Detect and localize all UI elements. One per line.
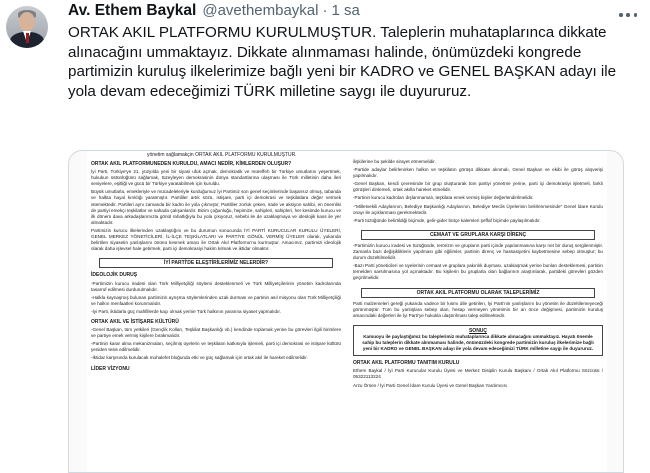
document-paragraph: ilişkilerine bu şekilde sirayet etmemelidir. — [353, 159, 436, 164]
document-paragraph: -Parti tüzüğünde belirtildiği biçimde, gelir-gider bütçe kalemleri şeffaf biçimde paylaşılmalıdır. — [353, 217, 541, 223]
document-paragraph: -Partimizin kurucu iradesi ve tüzüğünde, terörizm ve grupların parti içinde yapılanmasına karşı net bir duruş sergilenmiştir. Zamanla bazı değişikliklerin yapılması gibi eğilimler, partinin direnç ve hassasiyetini kaybetmesine sebep olmuştur; bu durum düzeltilmelidir. — [353, 242, 603, 261]
document-top-line: yönetim sağlamakçin ORTAK AKIL PLATFORMU KURULMUŞTUR. — [147, 152, 297, 158]
document-conclusion-title: SONUÇ — [468, 327, 488, 334]
tweet-media-image[interactable] — [68, 150, 624, 473]
document-left-column — [91, 157, 341, 372]
document-paragraph: -Partimizin kurucu iradesi olan Türk Milliyetçiliği söylemi desteklenmeli ve Türk Milliyetçilerinin yönetim kadrolarında tasarruf edilmesi durdurulmalıdır. — [91, 280, 341, 292]
document-conclusion-box — [353, 325, 603, 356]
tweet-text: ORTAK AKIL PLATFORMU KURULMUŞTUR. Taleplerin muhataplarınca dikkate alınacağını ummaktayız. Dikkate alınmaması halinde, önümüzdeki kongrede partimizin kuruluş ilkelerimize bağlı yeni bir KADRO ve GENEL BAŞKAN adayı ile yola devam edeceğimizi TÜRK milletine saygı ile duyururuz. — [68, 24, 617, 100]
document-section-box: CEMAAT VE GRUPLARA KARŞI DİRENÇ — [361, 230, 595, 240]
separator-dot: · — [322, 2, 328, 19]
document-paragraph: -Partide adaylar belirlenirken halkın ve teşkilatın görüşü dikkate alınmalı, Genel Başkan ve ekibi ile görüş alışverişi yapılmalıdır. — [353, 167, 603, 179]
document-heading: ORTAK AKIL VE İSTİŞARE KÜLTÜRÜ — [91, 318, 179, 325]
avatar[interactable] — [6, 6, 48, 48]
document-paragraph: -İyi Parti, iktidarla güç mahfillerde kaçı olmak yerine Türk halkının yararına siyaset yapmalıdır. — [91, 308, 281, 314]
document-right-column — [353, 157, 603, 389]
document-heading: İDEOLOJİK DURUŞ — [91, 272, 138, 279]
document-paragraph: Parti malzemeleri gereği yukarıda vadece bir kısmı dile getirilen, İyi Parti'nin yanlışlarını bu yönetim ile düzeltilemeyeceği görünmüştür. Tüm bu yanlışlara sebep olan, hesap vermeyen yönetimin bir an önce değişmesi, partimizin kuruluş amacındaki değerleri ile İyi Parti'ye hukukla ulaştırılması talep edilmektedir. — [353, 300, 603, 318]
document-paragraph: -Partinin karar alma mekanizmaları, seçilmiş üyelerin ve teşkilatın katkısıyla işlemeli, parti içi demokrasi ve istişare kültürü yeniden tesis edilmelidir. — [91, 341, 341, 353]
document-conclusion-text: Kamuoyu ile paylaştığımız bu taleplerimiz muhataplarınca dikkate alınacağını ummaktayız. Hayatı önemle sahip bu taleplerin dikkate alınmaması halinde, önümüzdeki kongrede partimizin kuruluş ilkelerimize bağlı yeni bir KADRO ve GENEL BAŞKAN adayı ile yola devam edeceğimizi TÜRK milletine saygı ile duyururuz. — [362, 333, 594, 352]
more-dot-icon — [619, 13, 623, 17]
document-paragraph: -Partinin kurucu kadroları dışlanmamalı, teşkilata emek vermiş kişiler değerlendirilmelidir. — [353, 195, 534, 201]
document-paragraph: Büyük umutlarla, emekleriyle ve mücadeleleriyle kurduğumuz İyi Partimiz son genel seçimlerinde başarısız olmuş, tabanda ve halkta hayal kırıklığı yaratmıştır. Partililer artık sözü, istişare, parti içi demokrasi ve teşkilatlara değer vermek istemektedir. Partileri aynı zamanda bir kadro ile yola çıkmıştır, Partililer zorluk çeken, irade ve aksiyon sahibi, en önemlisi de partiyi emekçi teşkilatlar ve sahada çalışanlardır. Bizim çoğunluğu, hepimize, sahipleri, sahipleri, her kesimde kurucu ve ilk dönem dava arkadaşlarımızla gönül rahatlığıyla bu yola çıkıyoruz, sebebi ile de uzaklaşmaya ve ideolojik kaos ile yer almaktadır. — [91, 189, 341, 225]
document-paragraph: -İktidar karşısında kurulacak muhalefet bloğunda etki ve güç sağlamak için ortak akıl ile hareket edilmelidir. — [91, 355, 308, 361]
document-paragraph: -Genel Başkan, tüm yetkileri (Gençlik Kolları, Teşkilat Başkanlığı vb.) kendinde toplamak yerine bu görevleri ilgili birimlere ve partiye emek vermiş kişilere bırakmalıdır. — [91, 327, 341, 339]
avatar-tie — [26, 33, 29, 43]
document-paragraph: -Genel Başkan, kendi çevresinde bir grup oluşturarak tüm partiyi yönetme yerine, parti içi demokrasiyi işletmeli, farklı görüşleri dinlemeli, ortak akılla hareket etmelidir. — [353, 181, 603, 193]
document-heading: LİDER VİZYONU — [91, 365, 130, 372]
tweet-timestamp[interactable]: 1 sa — [331, 2, 360, 19]
avatar-face — [19, 12, 35, 31]
document-paragraph: Arzu Örsen / İyi Parti Genel İdare Kurulu Üyesi ve Genel Başkan Yardımcısı — [353, 382, 508, 388]
author-name[interactable]: Av. Ethem Baykal — [68, 2, 197, 19]
document-paragraph: -Bazı Parti yöneticileri ve üyelerinin cemaat ve gruplara yakınlık duyması, uzaklaşmak yerine bunları desteklemesi, partinin temelden sarsılmasına yol açmaktadır. Bu kişilerin bu gruplarla olan bağlarının araştırılarak, partideki görevleri gözden geçirilmelidir. — [353, 263, 603, 281]
document-heading: ORTAK AKIL PLATFORMU TANITIM KURULU — [353, 360, 460, 367]
document-paragraph: Partimizin kurucu ilkelerinden uzaklaştığını ve bu durumun sonucunda İYİ PARTİ KURUCULAR KURULU ÜYELERİ, GENEL MERKEZ YÖNETİCİLERİ, İL-İLÇE TEŞKİLATLARI ve PARTİYE GÖNÜL VERMİŞ ÜYELER olarak, yukarıda belirtilen siyasetin yanlışlarını önünü kesmek amacı ile Ortak Akıl Platformu'nu kurmuştur. Amacımız, partimizi ideolojik olarak daha işlevsel hale getirmek, parti içi demokrasiyi hakim kılmak ve iktidar olmaktır. — [91, 227, 341, 252]
tweet-header — [68, 2, 360, 24]
document-paragraph: -Halkla kaynaşmış bulunan partimizin ayrışma söylemlerinden uzak durması ve partinin asıl misyonu olan Türk Milliyetçiliği ve halkın menfaatleri korunmalıdır. — [91, 294, 341, 306]
document-image — [87, 151, 607, 473]
document-paragraph: -"Milletvekili Adaylarının, Belediye Başkanlığı Adaylarının, Belediye Meclis Üyelerinin belirlenmesinde" Genel İdare Kurulu onayı ile açıklanması gerekmektedir. — [353, 203, 603, 215]
more-dot-icon — [626, 13, 630, 17]
author-handle[interactable]: @avethembaykal — [202, 2, 319, 19]
more-options-icon[interactable] — [616, 6, 640, 24]
document-heading: ORTAK AKIL PLATFORMUNEDEN KURULDU, AMACI NEDİR, KİMLERDEN OLUŞUR? — [91, 161, 292, 167]
document-section-box: İYİ PARTİ'DE ELEŞTİRİLERİMİZ NELERDİR? — [99, 258, 333, 268]
document-section-box: ORTAK AKIL PLATFORMU OLARAK TALEPLERİMİZ — [361, 288, 595, 298]
more-dot-icon — [634, 13, 638, 17]
document-paragraph: Ethem Baykal / İyi Parti Kurucular Kurulu Üyesi ve Merkez Disiplin Kurulu Başkanı / Ortak Akıl Platformu Sözcüsü / 05322113224 — [353, 368, 603, 380]
document-paragraph: İyi Parti, Türkiye'ye 21. yüzyılda yeni bir siyasi ufuk açmak, demokratik ve müreffeh bir Türkiye umutlarını yeşertmek, hukukun üstünlüğünü sağlamak, tüzeyleyen demokrasinin dünya standartlarına ulaşması ile Türk milletinin daha ileri seviyelere, eşitliği ve gücü bir Türkiye yaratabilmek için kuruldu. — [91, 169, 341, 187]
